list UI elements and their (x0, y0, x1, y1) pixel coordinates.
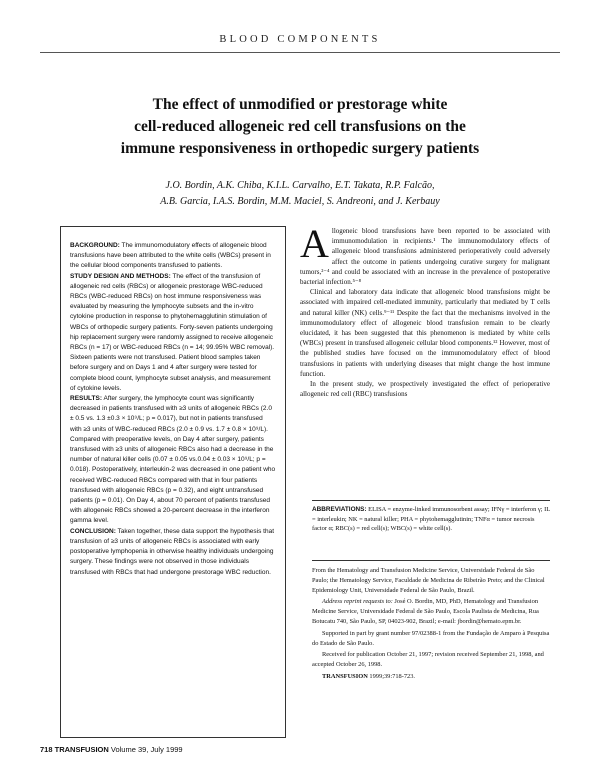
header-rule (40, 52, 560, 53)
body-paragraph-1-text: llogeneic blood transfusions have been reported to be associated with immunomodulation in recipients.¹ The immunomodulatory effects of allogeneic blood transfusions administered perioperatively could adversely affect the outcome in patients undergoing curative surgery for malignant tumors,²⁻⁴ and could be associated with an increase in the prevalence of postoperative bacterial infection.⁵⁻⁸ (300, 227, 550, 287)
abstract-conclusion-text: Taken together, these data support the hypothesis that transfusion of ≥3 units of allogeneic RBCs is associated with early postoperative lymphopenia in otherwise healthy individuals undergoing surgery. These findings were not observed in those individuals transfused with RBCs that had undergone prestorage WBC reduction. (70, 527, 275, 576)
citation-text: 1999;39:718-723. (367, 672, 416, 680)
affiliation-block (312, 566, 550, 684)
abstract-background-text: The immunomodulatory effects of allogeneic blood transfusions have been attributed to the white cells (WBCs) present in the cellular blood components transfused to patients. (70, 242, 271, 270)
abstract-methods-text: The effect of the transfusion of allogeneic red cells (RBCs) or allogeneic prestorage WBC-reduced RBCs (WBC-reduced RBCs) on host immune responsiveness was evaluated by measuring the lymphocyte subsets and the in-vitro cytokine production in response to phytohemagglutinin stimulation of WBCs of orthopedic surgery patients. Forty-seven patients undergoing hip replacement surgery were randomly assigned to receive allogeneic RBCs (n = 17) or WBC-reduced RBCs (n = 14; 99.95% WBC removal). Sixteen patients were not transfused. Patient blood samples taken before surgery and on Days 1 and 4 after surgery were tested for complete blood count, lymphocyte subset analysis, and measurement of cytokine levels. (70, 272, 275, 392)
abstract-conclusion (70, 527, 276, 578)
abbreviations-head: ABBREVIATIONS: (312, 506, 367, 513)
abbreviations (312, 505, 550, 534)
abstract-results (70, 394, 276, 527)
abstract-background-head: BACKGROUND: (70, 242, 120, 249)
affiliation-support: Supported in part by grant number 97/02388-1 from the Fundação de Amparo à Pesquisa do Estado de São Paulo. (312, 629, 550, 647)
authors-line-1: J.O. Bordin, A.K. Chiba, K.I.L. Carvalho, E.T. Takata, R.P. Falcão, (165, 180, 435, 191)
affiliation-received: Received for publication October 21, 1997; revision received September 21, 1998, and accepted October 26, 1998. (312, 651, 544, 669)
affiliation-reprint (312, 597, 550, 626)
abstract-methods-head: STUDY DESIGN AND METHODS: (70, 272, 171, 280)
abstract-conclusion-head: CONCLUSION: (70, 527, 116, 535)
authors-line-2: A.B. Garcia, I.A.S. Bordin, M.M. Maciel, S. Andreoni, and J. Kerbauy (160, 196, 440, 207)
abbreviations-bottom-rule (312, 560, 550, 561)
journal-name: TRANSFUSION (54, 745, 109, 754)
abbreviations-top-rule (312, 500, 550, 501)
journal-issue: Volume 39, July 1999 (110, 745, 183, 754)
abstract-results-text: After surgery, the lymphocyte count was significantly decreased in patients transfused with ≥3 units of allogeneic RBCs (2.0 ± 0.5 vs. 1.3 ±0.3 × 10⁹/L; p = 0.017), but not in patients transfused with ≥3 units of WBC-reduced RBCs (2.0 ± 0.9 vs. 1.7 ± 0.8 × 10⁹/L). Compared with preoperative levels, on Day 4 after surgery, patients transfused with ≥3 units of allogeneic RBCs also had a decrease in the number of natural killer cells (0.07 ± 0.05 vs.0.04 ± 0.03 × 10⁹/L; p = 0.018). Postoperatively, interleukin-2 was decreased in one patient who received WBC-reduced RBCs compared with that in four patients transfused with allogeneic RBCs (p = 0.32), and eight untransfused patients (p = 0.01). On Day 4, about 70 percent of patients transfused with allogeneic RBCs showed a 20-percent decrease in the interferon gamma level. (70, 395, 276, 525)
page-footer (40, 745, 183, 754)
drop-cap: A (300, 221, 329, 266)
affiliation-from: From the Hematology and Transfusion Medicine Service, Universidade Federal de São Paulo; the Hematology Service, Faculdade de Medicina de Ribeirão Preto; and the Clinical Epidemiology Unit, Universidade Federal de São Paulo, Brazil. (312, 567, 545, 594)
abstract-background (70, 241, 276, 272)
abstract-methods (70, 272, 276, 394)
title-line-2: cell-reduced allogeneic red cell transfusions on the (134, 118, 466, 135)
reprint-label: Address reprint requests to: (322, 598, 393, 606)
article-title (40, 94, 560, 160)
body-paragraph-3: In the present study, we prospectively investigated the effect of perioperative allogeneic red cell (RBC) transfusions (300, 380, 550, 399)
section-heading: BLOOD COMPONENTS (219, 34, 381, 45)
body-paragraph-2: Clinical and laboratory data indicate that allogeneic blood transfusions might be associated with impaired cell-mediated immunity, particularly that mediated by T cells and natural killer (NK) cells.⁹⁻¹¹ Despite the fact that the mechanisms involved in the immunomodulatory effect of allogeneic blood transfusion remain to be clearly elucidated, it has been suggested that this phenomenon is mediated by white cells (WBCs) present in transfused allogeneic cellular blood components.¹² However, most of the published studies have focused on the immunomodulatory effect of blood transfusions in patients with underlying diseases that might change the host immune function. (300, 288, 550, 378)
abstract-results-head: RESULTS: (70, 395, 103, 403)
title-line-3: immune responsiveness in orthopedic surgery patients (120, 140, 480, 157)
abbreviations-text: ELISA = enzyme-linked immunosorbent assay; IFNγ = interferon γ; IL = interleukin; NK = natural killer; PHA = phytohemagglutinin; TNFα = tumor necrosis factor α; RBC(s) = red cell(s); WBC(s) = white cell(s). (312, 506, 550, 533)
reprint-text: José O. Bordin, MD, PhD, Hematology and Transfusion Medicine Service, Universidade Federal de São Paulo, Escola Paulista de Medicina, Rua Botucatu 740, São Paulo, SP, 04023-902, Brazil; e-mail: jbordin@hemato.epm.br. (312, 598, 539, 625)
author-list (40, 178, 560, 210)
abstract-box (60, 226, 286, 738)
page-number: 718 (40, 745, 53, 754)
affiliation-citation (312, 672, 550, 682)
body-paragraph-1 (300, 221, 550, 287)
body-column (300, 221, 550, 399)
title-line-1: The effect of unmodified or prestorage white (152, 96, 448, 113)
citation-label: TRANSFUSION (322, 672, 368, 680)
